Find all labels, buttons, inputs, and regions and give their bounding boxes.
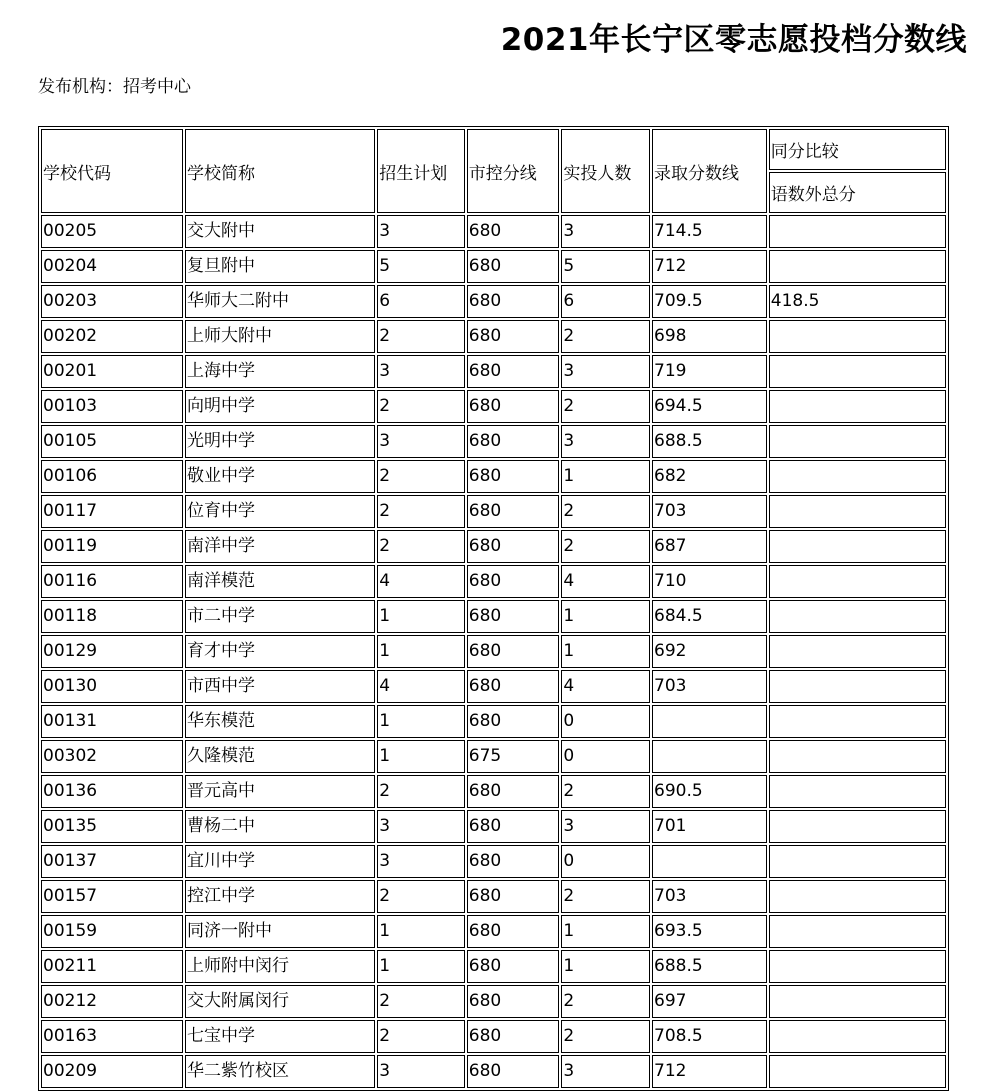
cell-school-code: 00117 xyxy=(41,495,183,528)
table-row xyxy=(41,810,946,843)
table-row xyxy=(41,1055,946,1088)
cell-tie-subtotal xyxy=(769,635,946,668)
header-cutoff-score: 录取分数线 xyxy=(652,129,767,213)
cell-cutoff-score: 694.5 xyxy=(652,390,767,423)
table-row xyxy=(41,740,946,773)
table-row xyxy=(41,670,946,703)
cell-tie-subtotal xyxy=(769,950,946,983)
cell-school-name: 控江中学 xyxy=(185,880,375,913)
cell-school-code: 00103 xyxy=(41,390,183,423)
cell-enrollment-plan: 2 xyxy=(377,530,465,563)
cell-control-line: 680 xyxy=(467,285,560,318)
cell-tie-subtotal xyxy=(769,775,946,808)
cell-cutoff-score: 710 xyxy=(652,565,767,598)
cell-actual-count: 4 xyxy=(561,565,650,598)
cell-school-code: 00159 xyxy=(41,915,183,948)
cell-school-name: 位育中学 xyxy=(185,495,375,528)
cell-tie-subtotal xyxy=(769,390,946,423)
cell-school-code: 00130 xyxy=(41,670,183,703)
cell-school-code: 00302 xyxy=(41,740,183,773)
cell-enrollment-plan: 2 xyxy=(377,320,465,353)
cell-control-line: 680 xyxy=(467,635,560,668)
cell-enrollment-plan: 3 xyxy=(377,215,465,248)
cell-tie-subtotal xyxy=(769,810,946,843)
cell-enrollment-plan: 1 xyxy=(377,635,465,668)
cell-actual-count: 0 xyxy=(561,740,650,773)
cell-enrollment-plan: 2 xyxy=(377,1020,465,1053)
header-control-line: 市控分线 xyxy=(467,129,560,213)
cell-cutoff-score: 682 xyxy=(652,460,767,493)
cell-enrollment-plan: 3 xyxy=(377,845,465,878)
cell-control-line: 680 xyxy=(467,810,560,843)
table-row xyxy=(41,1020,946,1053)
cell-enrollment-plan: 3 xyxy=(377,355,465,388)
cell-cutoff-score: 692 xyxy=(652,635,767,668)
cell-tie-subtotal xyxy=(769,600,946,633)
cell-school-name: 敬业中学 xyxy=(185,460,375,493)
cell-school-name: 南洋中学 xyxy=(185,530,375,563)
cell-school-name: 华二紫竹校区 xyxy=(185,1055,375,1088)
cell-school-name: 曹杨二中 xyxy=(185,810,375,843)
cell-control-line: 680 xyxy=(467,775,560,808)
cell-cutoff-score: 693.5 xyxy=(652,915,767,948)
cell-tie-subtotal xyxy=(769,740,946,773)
cell-cutoff-score: 714.5 xyxy=(652,215,767,248)
cell-school-name: 市二中学 xyxy=(185,600,375,633)
cell-actual-count: 1 xyxy=(561,950,650,983)
cell-school-code: 00201 xyxy=(41,355,183,388)
cell-cutoff-score: 709.5 xyxy=(652,285,767,318)
cell-control-line: 680 xyxy=(467,565,560,598)
cell-control-line: 680 xyxy=(467,250,560,283)
cell-enrollment-plan: 2 xyxy=(377,390,465,423)
cell-control-line: 680 xyxy=(467,425,560,458)
table-row xyxy=(41,880,946,913)
cell-cutoff-score: 712 xyxy=(652,1055,767,1088)
table-row xyxy=(41,285,946,318)
cell-school-name: 上师大附中 xyxy=(185,320,375,353)
cell-cutoff-score: 698 xyxy=(652,320,767,353)
cell-actual-count: 0 xyxy=(561,705,650,738)
cell-tie-subtotal xyxy=(769,1055,946,1088)
cell-tie-subtotal xyxy=(769,985,946,1018)
cell-cutoff-score: 701 xyxy=(652,810,767,843)
cell-school-code: 00136 xyxy=(41,775,183,808)
cell-control-line: 680 xyxy=(467,670,560,703)
table-row xyxy=(41,460,946,493)
cell-school-name: 上海中学 xyxy=(185,355,375,388)
cell-cutoff-score: 697 xyxy=(652,985,767,1018)
table-row xyxy=(41,320,946,353)
cell-enrollment-plan: 2 xyxy=(377,775,465,808)
cell-school-code: 00204 xyxy=(41,250,183,283)
cell-cutoff-score: 703 xyxy=(652,670,767,703)
cell-enrollment-plan: 2 xyxy=(377,880,465,913)
cell-enrollment-plan: 5 xyxy=(377,250,465,283)
cell-actual-count: 2 xyxy=(561,775,650,808)
table-row xyxy=(41,495,946,528)
cell-cutoff-score xyxy=(652,740,767,773)
cell-tie-subtotal xyxy=(769,425,946,458)
cell-tie-subtotal xyxy=(769,215,946,248)
cell-tie-subtotal xyxy=(769,705,946,738)
table-row xyxy=(41,355,946,388)
cell-tie-subtotal xyxy=(769,1020,946,1053)
cell-school-name: 光明中学 xyxy=(185,425,375,458)
page-title: 2021年长宁区零志愿投档分数线 xyxy=(500,22,967,58)
table-row xyxy=(41,845,946,878)
table-row xyxy=(41,600,946,633)
cell-control-line: 680 xyxy=(467,705,560,738)
cell-enrollment-plan: 4 xyxy=(377,670,465,703)
cell-control-line: 680 xyxy=(467,915,560,948)
cell-school-name: 复旦附中 xyxy=(185,250,375,283)
cell-actual-count: 3 xyxy=(561,1055,650,1088)
cell-control-line: 680 xyxy=(467,1020,560,1053)
cell-school-code: 00105 xyxy=(41,425,183,458)
cell-enrollment-plan: 2 xyxy=(377,495,465,528)
cell-school-name: 向明中学 xyxy=(185,390,375,423)
cell-tie-subtotal xyxy=(769,355,946,388)
cell-tie-subtotal xyxy=(769,495,946,528)
cell-school-name: 华东模范 xyxy=(185,705,375,738)
cell-actual-count: 5 xyxy=(561,250,650,283)
cell-actual-count: 3 xyxy=(561,355,650,388)
cell-enrollment-plan: 2 xyxy=(377,460,465,493)
cell-enrollment-plan: 3 xyxy=(377,810,465,843)
cell-actual-count: 2 xyxy=(561,1020,650,1053)
cell-school-name: 宜川中学 xyxy=(185,845,375,878)
cell-school-code: 00119 xyxy=(41,530,183,563)
cell-cutoff-score: 703 xyxy=(652,880,767,913)
cell-control-line: 680 xyxy=(467,215,560,248)
header-school-name: 学校简称 xyxy=(185,129,375,213)
cell-school-name: 久隆模范 xyxy=(185,740,375,773)
header-tie-subtotal: 语数外总分 xyxy=(769,172,946,213)
header-actual-count: 实投人数 xyxy=(561,129,650,213)
cell-tie-subtotal xyxy=(769,670,946,703)
cell-school-name: 华师大二附中 xyxy=(185,285,375,318)
cell-actual-count: 2 xyxy=(561,390,650,423)
score-table xyxy=(38,126,949,1091)
cell-school-code: 00131 xyxy=(41,705,183,738)
table-row xyxy=(41,915,946,948)
cell-enrollment-plan: 4 xyxy=(377,565,465,598)
cell-school-code: 00135 xyxy=(41,810,183,843)
cell-actual-count: 1 xyxy=(561,460,650,493)
table-row xyxy=(41,390,946,423)
cell-control-line: 680 xyxy=(467,495,560,528)
cell-control-line: 680 xyxy=(467,530,560,563)
cell-tie-subtotal: 418.5 xyxy=(769,285,946,318)
cell-school-code: 00211 xyxy=(41,950,183,983)
cell-enrollment-plan: 3 xyxy=(377,425,465,458)
cell-school-name: 交大附属闵行 xyxy=(185,985,375,1018)
cell-cutoff-score: 703 xyxy=(652,495,767,528)
cell-cutoff-score: 690.5 xyxy=(652,775,767,808)
publisher-line: 发布机构：招考中心 xyxy=(38,77,191,97)
cell-school-name: 育才中学 xyxy=(185,635,375,668)
cell-cutoff-score xyxy=(652,845,767,878)
cell-actual-count: 2 xyxy=(561,880,650,913)
cell-enrollment-plan: 6 xyxy=(377,285,465,318)
cell-actual-count: 3 xyxy=(561,425,650,458)
cell-tie-subtotal xyxy=(769,460,946,493)
cell-actual-count: 3 xyxy=(561,215,650,248)
cell-enrollment-plan: 1 xyxy=(377,705,465,738)
cell-school-name: 南洋模范 xyxy=(185,565,375,598)
cell-enrollment-plan: 3 xyxy=(377,1055,465,1088)
cell-actual-count: 2 xyxy=(561,320,650,353)
table-row xyxy=(41,530,946,563)
cell-enrollment-plan: 1 xyxy=(377,600,465,633)
cell-control-line: 680 xyxy=(467,320,560,353)
table-row xyxy=(41,215,946,248)
header-tie-compare: 同分比较 xyxy=(769,129,946,170)
cell-cutoff-score: 688.5 xyxy=(652,950,767,983)
cell-school-code: 00163 xyxy=(41,1020,183,1053)
cell-actual-count: 2 xyxy=(561,985,650,1018)
cell-cutoff-score: 687 xyxy=(652,530,767,563)
cell-cutoff-score: 708.5 xyxy=(652,1020,767,1053)
cell-cutoff-score: 719 xyxy=(652,355,767,388)
cell-actual-count: 2 xyxy=(561,495,650,528)
cell-school-name: 市西中学 xyxy=(185,670,375,703)
table-row xyxy=(41,705,946,738)
cell-school-code: 00157 xyxy=(41,880,183,913)
header-enrollment-plan: 招生计划 xyxy=(377,129,465,213)
cell-cutoff-score: 712 xyxy=(652,250,767,283)
cell-enrollment-plan: 1 xyxy=(377,740,465,773)
cell-school-code: 00202 xyxy=(41,320,183,353)
table-row xyxy=(41,950,946,983)
cell-school-code: 00212 xyxy=(41,985,183,1018)
cell-cutoff-score: 688.5 xyxy=(652,425,767,458)
cell-cutoff-score: 684.5 xyxy=(652,600,767,633)
cell-actual-count: 1 xyxy=(561,600,650,633)
cell-actual-count: 0 xyxy=(561,845,650,878)
cell-enrollment-plan: 1 xyxy=(377,950,465,983)
table-body xyxy=(41,215,946,1088)
table-row xyxy=(41,250,946,283)
cell-actual-count: 3 xyxy=(561,810,650,843)
cell-tie-subtotal xyxy=(769,880,946,913)
cell-tie-subtotal xyxy=(769,565,946,598)
table-row xyxy=(41,565,946,598)
cell-actual-count: 1 xyxy=(561,915,650,948)
table-row xyxy=(41,985,946,1018)
cell-school-code: 00205 xyxy=(41,215,183,248)
cell-control-line: 680 xyxy=(467,845,560,878)
table-row xyxy=(41,425,946,458)
cell-control-line: 680 xyxy=(467,355,560,388)
cell-cutoff-score xyxy=(652,705,767,738)
cell-school-name: 晋元高中 xyxy=(185,775,375,808)
cell-control-line: 675 xyxy=(467,740,560,773)
cell-tie-subtotal xyxy=(769,320,946,353)
cell-actual-count: 1 xyxy=(561,635,650,668)
cell-school-name: 七宝中学 xyxy=(185,1020,375,1053)
cell-control-line: 680 xyxy=(467,390,560,423)
cell-school-code: 00137 xyxy=(41,845,183,878)
cell-school-name: 上师附中闵行 xyxy=(185,950,375,983)
table-row xyxy=(41,775,946,808)
cell-school-code: 00106 xyxy=(41,460,183,493)
cell-control-line: 680 xyxy=(467,950,560,983)
cell-school-code: 00129 xyxy=(41,635,183,668)
cell-school-code: 00203 xyxy=(41,285,183,318)
cell-tie-subtotal xyxy=(769,845,946,878)
cell-enrollment-plan: 2 xyxy=(377,985,465,1018)
cell-tie-subtotal xyxy=(769,250,946,283)
cell-school-name: 交大附中 xyxy=(185,215,375,248)
cell-control-line: 680 xyxy=(467,880,560,913)
cell-tie-subtotal xyxy=(769,915,946,948)
cell-actual-count: 6 xyxy=(561,285,650,318)
cell-actual-count: 2 xyxy=(561,530,650,563)
cell-school-code: 00209 xyxy=(41,1055,183,1088)
cell-control-line: 680 xyxy=(467,1055,560,1088)
cell-school-code: 00116 xyxy=(41,565,183,598)
cell-tie-subtotal xyxy=(769,530,946,563)
cell-control-line: 680 xyxy=(467,460,560,493)
cell-control-line: 680 xyxy=(467,985,560,1018)
cell-enrollment-plan: 1 xyxy=(377,915,465,948)
header-school-code: 学校代码 xyxy=(41,129,183,213)
cell-actual-count: 4 xyxy=(561,670,650,703)
cell-control-line: 680 xyxy=(467,600,560,633)
cell-school-code: 00118 xyxy=(41,600,183,633)
table-row xyxy=(41,635,946,668)
cell-school-name: 同济一附中 xyxy=(185,915,375,948)
